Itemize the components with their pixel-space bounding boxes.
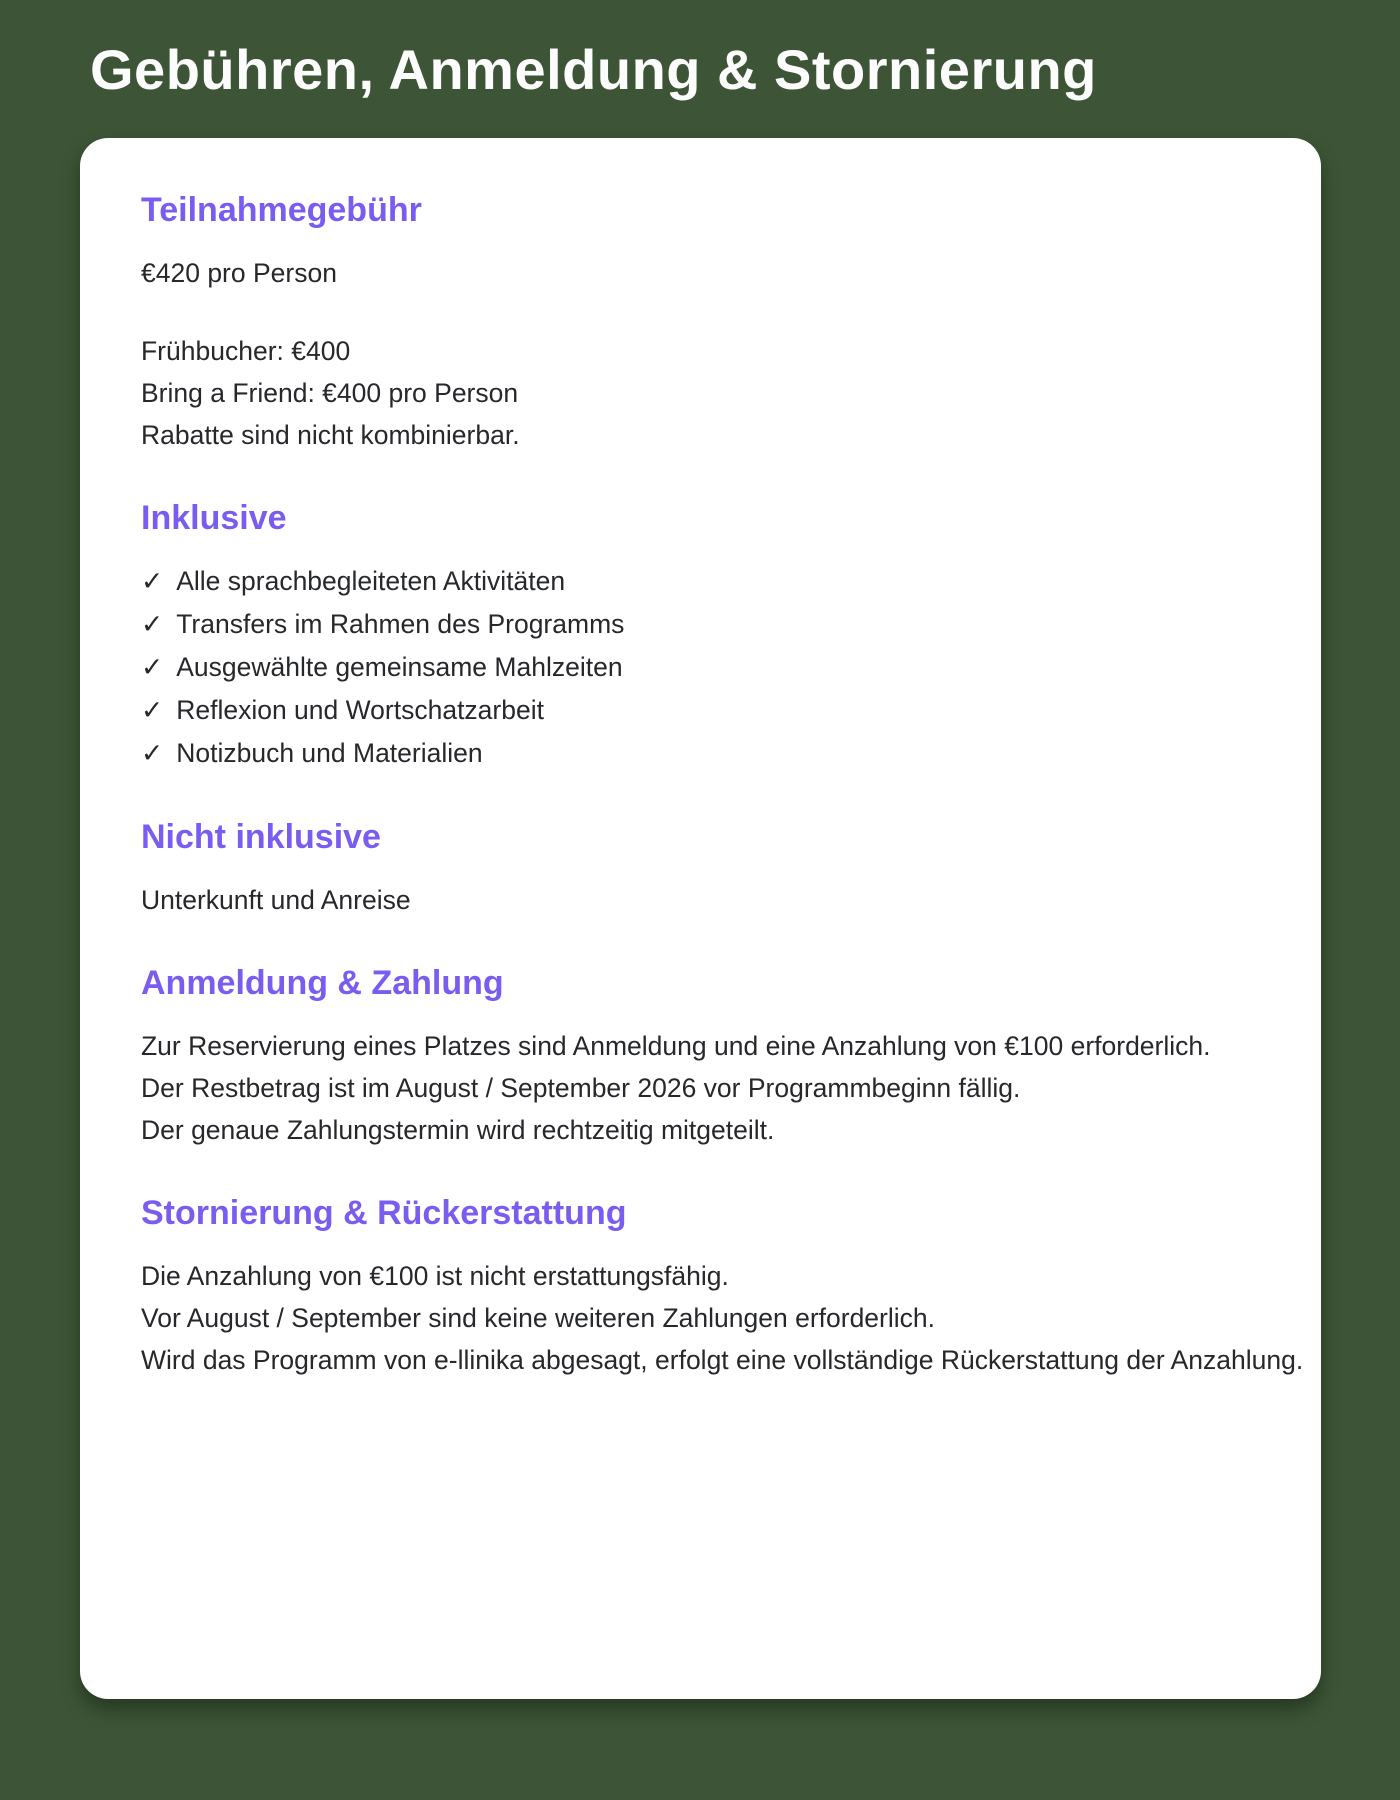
section-heading-included: Inklusive	[141, 499, 287, 537]
section-heading-cancellation: Stornierung & Rückerstattung	[141, 1194, 627, 1232]
check-icon: ✓	[141, 695, 164, 725]
info-card	[80, 138, 1321, 1699]
registration-paragraph	[141, 1025, 1321, 1151]
fee-discounts	[141, 330, 1321, 414]
check-icon: ✓	[141, 652, 164, 682]
fee-discount-bring-a-friend: Bring a Friend: €400 pro Person	[141, 378, 519, 408]
included-item	[141, 646, 1321, 689]
included-item	[141, 689, 1321, 732]
included-item-label: Ausgewählte gemeinsame Mahlzeiten	[176, 652, 623, 682]
included-item-label: Alle sprachbegleiteten Aktivitäten	[176, 566, 566, 596]
included-item	[141, 732, 1321, 775]
section-heading-registration: Anmeldung & Zahlung	[141, 964, 504, 1002]
cancellation-line: Vor August / September sind keine weiteren Zahlungen erforderlich.	[141, 1303, 935, 1333]
included-item-label: Notizbuch und Materialien	[176, 738, 483, 768]
fee-price: €420 pro Person	[141, 258, 337, 288]
check-icon: ✓	[141, 566, 164, 596]
cancellation-line: Wird das Programm von e-llinika abgesagt, erfolgt eine vollständige Rückerstattung der Anzahlung.	[141, 1345, 1304, 1375]
included-item-label: Reflexion und Wortschatzarbeit	[176, 695, 544, 725]
registration-line: Der Restbetrag ist im August / September 2026 vor Programmbeginn fällig.	[141, 1073, 1021, 1103]
cancellation-line: Die Anzahlung von €100 ist nicht erstattungsfähig.	[141, 1261, 729, 1291]
registration-line: Der genaue Zahlungstermin wird rechtzeitig mitgeteilt.	[141, 1115, 775, 1145]
included-item	[141, 603, 1321, 646]
registration-line: Zur Reservierung eines Platzes sind Anmeldung und eine Anzahlung von €100 erforderlich.	[141, 1031, 1211, 1061]
not-included-text: Unterkunft und Anreise	[141, 885, 411, 915]
section-heading-not-included: Nicht inklusive	[141, 818, 381, 856]
section-heading-fee: Teilnahmegebühr	[141, 191, 422, 229]
fee-note: Rabatte sind nicht kombinierbar.	[141, 420, 520, 450]
check-icon: ✓	[141, 738, 164, 768]
included-item-label: Transfers im Rahmen des Programms	[176, 609, 625, 639]
check-icon: ✓	[141, 609, 164, 639]
fee-discount-earlybird: Frühbucher: €400	[141, 336, 351, 366]
page-title: Gebühren, Anmeldung & Stornierung	[90, 38, 1097, 101]
included-list	[141, 560, 1321, 775]
included-item	[141, 560, 1321, 603]
cancellation-paragraph	[141, 1255, 1321, 1381]
